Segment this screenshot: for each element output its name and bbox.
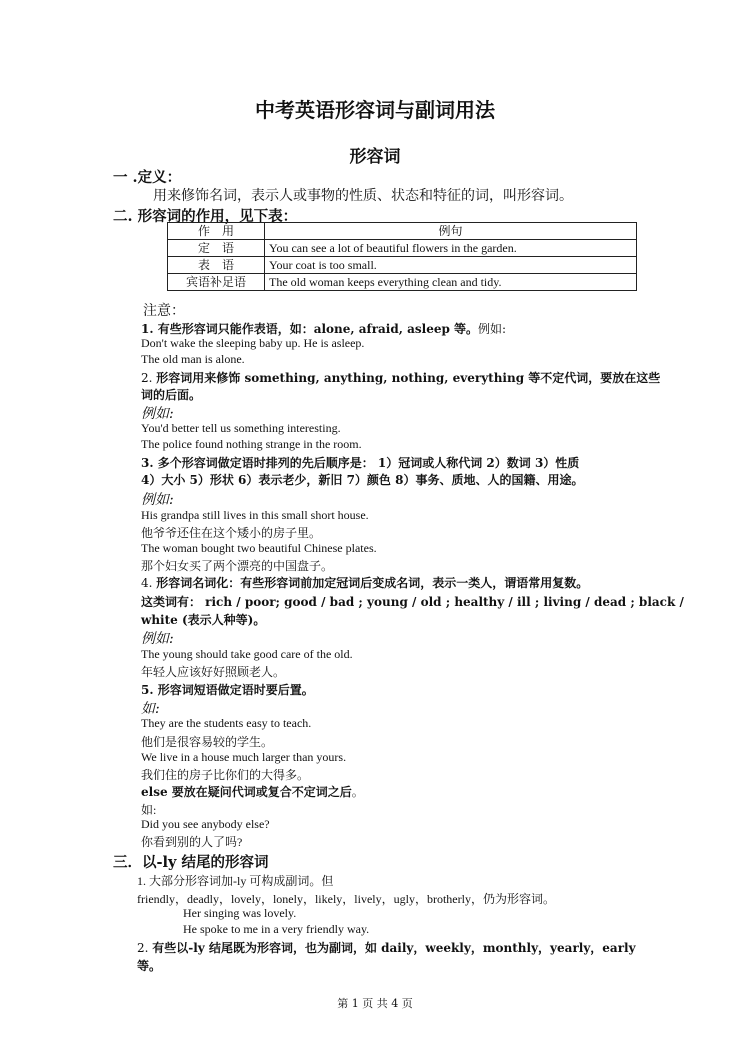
note-5-example-3: We live in a house much larger than yours. [141, 750, 347, 764]
note-5-line: 5. 形容词短语做定语时要后置。 [141, 683, 314, 697]
table-cell: 表 语 [168, 257, 265, 274]
table-row [168, 274, 637, 291]
sec3-item-2-number: 2. [137, 941, 153, 955]
note-5-eg: 如: [141, 701, 160, 717]
definition-text: 用来修饰名词，表示人或事物的性质、状态和特征的词，叫形容词。 [153, 188, 573, 204]
note-3-example-2: 他爷爷还住在这个矮小的房子里。 [141, 526, 322, 540]
else-eg: 如: [141, 803, 157, 817]
note-1-example-1: Don't wake the sleeping baby up. He is asleep. [141, 336, 365, 350]
table-cell: You can see a lot of beautiful flowers in the garden. [265, 240, 637, 257]
note-1-text: 1. 有些形容词只能作表语，如：alone, afraid, asleep 等。 [141, 322, 479, 336]
sec3-item-1-example-1: Her singing was lovely. [183, 906, 297, 920]
note-1-tail: 例如: [478, 322, 507, 336]
note-4-text: 形容词名词化：有些形容词前加定冠词后变成名词，表示一类人，谓语常用复数。 [156, 576, 589, 590]
sec3-item-2-line-2: 等。 [137, 959, 162, 973]
note-4-line-2: 这类词有： rich / poor; good / bad ; young / old ; healthy / ill ; living / dead ; black / [141, 595, 684, 609]
table-cell: 定 语 [168, 240, 265, 257]
table-cell: Your coat is too small. [265, 257, 637, 274]
note-3-eg: 例如: [141, 492, 174, 508]
note-label: 注意： [143, 303, 185, 319]
note-4-line-3: white (表示人种等)。 [141, 613, 266, 627]
note-2-eg: 例如: [141, 406, 174, 422]
else-example-1: Did you see anybody else? [141, 817, 270, 831]
note-3-example-3: The woman bought two beautiful Chinese plates. [141, 541, 377, 555]
section-2-heading: 二. 形容词的作用，见下表： [113, 208, 298, 225]
section-subtitle: 形容词 [349, 147, 401, 167]
table-header-row [168, 223, 637, 240]
note-2-line-1 [141, 369, 660, 386]
note-1-line [141, 320, 506, 337]
note-4-example-1: The young should take good care of the old. [141, 647, 353, 661]
note-2-number: 2. [141, 371, 157, 385]
section-1-heading: 一 .定义： [113, 169, 182, 186]
note-2-example-1: You'd better tell us something interesting. [141, 421, 341, 435]
note-5-example-2: 他们是很容易较的学生。 [141, 735, 274, 749]
table-cell: 宾语补足语 [168, 274, 265, 291]
else-rule-line [141, 783, 364, 800]
note-4-example-2: 年轻人应该好好照顾老人。 [141, 665, 286, 679]
note-4-eg: 例如: [141, 631, 174, 647]
table-row [168, 240, 637, 257]
sec3-item-1-example-2: He spoke to me in a very friendly way. [183, 922, 370, 936]
table-row [168, 257, 637, 274]
table-cell: The old woman keeps everything clean and tidy. [265, 274, 637, 291]
table-header-cell: 作 用 [168, 223, 265, 240]
note-1-example-2: The old man is alone. [141, 352, 245, 366]
note-4-number: 4. [141, 576, 157, 590]
note-3-line-2: 4）大小 5）形状 6）表示老少，新旧 7）颜色 8）事务、质地、人的国籍、用途。 [141, 473, 584, 487]
sec3-item-2-text: 有些以-ly 结尾既为形容词，也为副词，如 daily，weekly，monthly，yearly，early [152, 941, 636, 955]
sec3-item-2-line-1 [137, 939, 636, 956]
table-header-cell: 例句 [265, 223, 637, 240]
usage-table [167, 222, 637, 291]
note-4-line-1 [141, 574, 588, 591]
sec3-item-1: 1. 大部分形容词加-ly 可构成副词。但 [137, 874, 334, 888]
note-5-example-1: They are the students easy to teach. [141, 716, 312, 730]
else-rule-tail: 。 [351, 785, 364, 799]
note-3-line-1: 3. 多个形容词做定语时排列的先后顺序是： 1）冠词或人称代词 2）数词 3）性质 [141, 456, 580, 470]
section-3-heading: 三．以-ly 结尾的形容词 [113, 854, 269, 871]
note-2-line-2: 词的后面。 [141, 388, 202, 402]
note-3-example-4: 那个妇女买了两个漂亮的中国盘子。 [141, 559, 334, 573]
else-example-2: 你看到别的人了吗? [141, 835, 243, 849]
note-5-example-4: 我们住的房子比你们的大得多。 [141, 768, 310, 782]
note-2-text: 形容词用来修饰 something, anything, nothing, everything 等不定代词，要放在这些 [156, 371, 661, 385]
else-rule-text: else 要放在疑问代词或复合不定词之后 [141, 785, 352, 799]
note-3-example-1: His grandpa still lives in this small short house. [141, 508, 369, 522]
document-title: 中考英语形容词与副词用法 [255, 98, 495, 122]
note-2-example-2: The police found nothing strange in the room. [141, 437, 362, 451]
sec3-item-1-list: friendly，deadly，lovely，lonely，likely，lively，ugly，brotherly，仍为形容词。 [137, 892, 555, 906]
page-footer: 第 1 页 共 4 页 [337, 997, 413, 1010]
